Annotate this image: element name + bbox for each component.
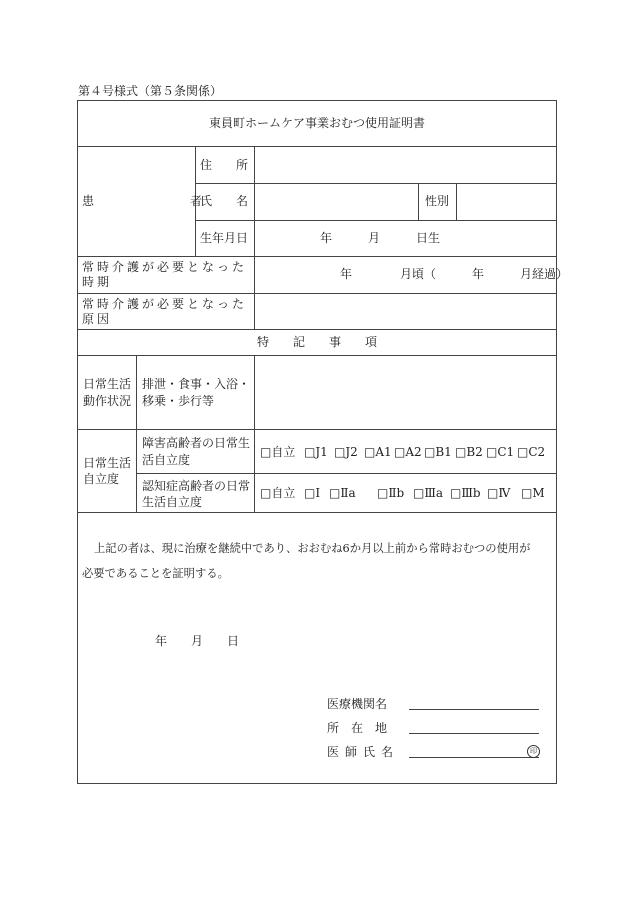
disabled-elderly-label-1: 障害高齢者の日常生 [142,436,251,450]
certification-line-2: 必要であることを証明する。 [82,567,229,580]
daily-activity-detail-2: 移乗・歩行等 [142,394,215,408]
institution-label: 医療機関名 [327,697,388,711]
care-cause-label-1: 常時介護が必要となった [82,297,248,311]
rule [195,220,557,221]
special-notes-header: 特 記 事 項 [256,335,377,349]
disabled-option[interactable]: □A1 [364,445,392,459]
dementia-option[interactable]: □Ⅱb [377,486,405,500]
disabled-option[interactable]: □B2 [455,445,483,459]
rule [136,473,557,474]
rule [136,355,137,512]
address-field-label: 所 在 地 [327,721,388,735]
daily-activity-label-1: 日常生活 [83,377,132,391]
independence-label-2: 自立度 [83,472,120,486]
doctor-name-label: 医師氏名 [327,745,400,759]
rule [254,355,255,512]
seal-mark: 印 [527,745,540,758]
dementia-option[interactable]: □自立 [260,486,296,500]
birth-date-value: 年 月 日生 [320,231,441,245]
disabled-elderly-label-2: 活自立度 [142,453,191,467]
disabled-option[interactable]: □A2 [394,445,422,459]
birth-date-label: 生年月日 [200,231,249,245]
care-period-value: 年 月頃（ 年 月経過） [340,267,569,281]
rule [77,146,557,147]
institution-field[interactable] [409,709,539,710]
care-period-label-1: 常時介護が必要となった [82,260,248,274]
certificate-title: 東員町ホームケア事業おむつ使用証明書 [208,116,425,130]
rule [77,355,557,356]
dementia-option[interactable]: □Ⅲb [450,486,481,500]
certificate-date: 年 月 日 [155,634,240,648]
address-field[interactable] [409,733,539,734]
care-cause-label-2: 原因 [82,312,113,326]
disabled-option[interactable]: □J1 [304,445,328,459]
gender-label: 性別 [425,194,450,208]
dementia-option[interactable]: □Ⅱa [329,486,356,500]
disabled-option[interactable]: □C1 [486,445,515,459]
address-label: 住 所 [200,158,249,172]
rule [254,146,255,329]
disabled-option[interactable]: □自立 [260,445,296,459]
disabled-option[interactable]: □J2 [334,445,358,459]
form-number-label: 第４号様式（第５条関係） [78,84,223,98]
rule [77,429,557,430]
disabled-option[interactable]: □C2 [517,445,546,459]
dementia-elderly-label-2: 生活自立度 [142,495,203,509]
rule [195,183,557,184]
rule [77,293,557,294]
rule [77,512,557,513]
care-period-label-2: 時期 [82,275,113,289]
rule [456,183,457,220]
disabled-option[interactable]: □B1 [424,445,452,459]
name-label: 氏 名 [200,194,249,208]
doctor-name-field[interactable] [409,757,539,758]
independence-label-1: 日常生活 [83,456,132,470]
rule [77,256,557,257]
dementia-elderly-label-1: 認知症高齢者の日常 [142,479,251,493]
dementia-option[interactable]: □M [521,486,545,500]
daily-activity-detail-1: 排泄・食事・入浴・ [142,377,251,391]
dementia-option[interactable]: □Ⅰ [304,486,321,500]
rule [418,183,419,220]
dementia-option[interactable]: □Ⅳ [487,486,511,500]
patient-label: 患 者 [82,194,203,208]
rule [77,329,557,330]
dementia-option[interactable]: □Ⅲa [413,486,444,500]
certification-line-1: 上記の者は、現に治療を継続中であり、おおむね6か月以上前から常時おむつの使用が [94,542,531,555]
daily-activity-label-2: 動作状況 [83,394,132,408]
